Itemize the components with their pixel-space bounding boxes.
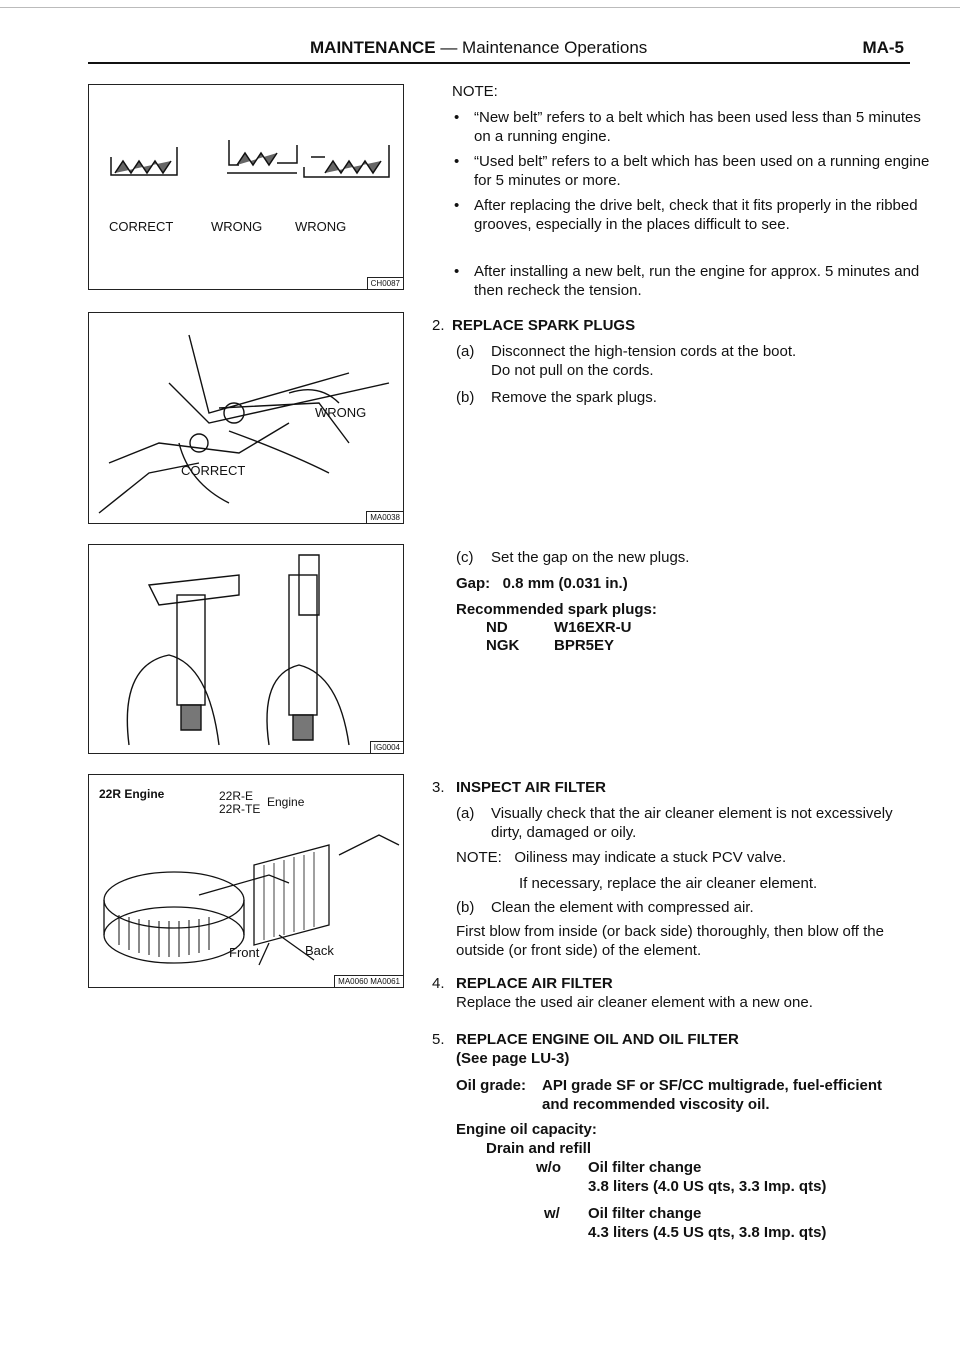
page-title: MAINTENANCE — Maintenance Operations (310, 38, 648, 57)
w-filter-value: 4.3 liters (4.5 US qts, 3.8 Imp. qts) (588, 1224, 827, 1241)
oil-capacity-label: Engine oil capacity: (456, 1121, 597, 1138)
wo-filter-title: Oil filter change (588, 1159, 702, 1176)
wo-filter-value: 3.8 liters (4.0 US qts, 3.3 Imp. qts) (588, 1178, 827, 1195)
blow-instruction: First blow from inside (or back side) thoroughly, then blow off the outside (or front side) of the element. (456, 923, 884, 959)
label-wrong: WRONG (315, 405, 367, 420)
recommended-plugs: Recommended spark plugs: (456, 601, 657, 618)
step-marker: (a) (456, 805, 475, 822)
note-bullet: • After installing a new belt, run the engine for approx. 5 minutes and then recheck the tension. (454, 262, 934, 300)
plug-ngk-brand: NGK (486, 637, 520, 654)
step-marker: (b) (456, 899, 475, 916)
wo-filter: w/o (536, 1159, 561, 1176)
section-title: REPLACE ENGINE OIL AND OIL FILTER (456, 1031, 739, 1048)
figure-code: MA0060 MA0061 (334, 975, 403, 987)
plug-ngk-part: BPR5EY (554, 637, 615, 654)
step-marker: (b) (456, 389, 475, 406)
cord-removal-figure (88, 312, 404, 524)
step-text: Clean the element with compressed air. (491, 899, 754, 916)
step-b (456, 388, 896, 407)
step-marker: (a) (456, 343, 475, 360)
section-title: REPLACE SPARK PLUGS (452, 317, 636, 334)
step-text: Do not pull on the cords. (491, 362, 654, 379)
section-text: Replace the used air cleaner element with a new one. (456, 994, 813, 1011)
plug-gap-figure (88, 544, 404, 754)
step-b (456, 898, 896, 917)
label-correct: CORRECT (181, 463, 246, 478)
note-heading: NOTE: (452, 83, 498, 100)
air-note: NOTE: Oiliness may indicate a stuck PCV valve. (456, 849, 787, 866)
section-title: INSPECT AIR FILTER (456, 779, 606, 796)
label-wrong-1: WRONG (211, 219, 263, 234)
label-22r-e: 22R-E (219, 789, 254, 803)
section-number: 2. (432, 317, 445, 334)
page-number: MA-5 (862, 38, 904, 57)
content-column (424, 0, 930, 1356)
note-bullet: • “New belt” refers to a belt which has been used less than 5 minutes on a running engine. (454, 108, 934, 146)
oil-grade-label: Oil grade: (456, 1077, 527, 1094)
w-filter: w/ (544, 1205, 560, 1222)
step-marker: (c) (456, 549, 474, 566)
oil-grade-value: API grade SF or SF/CC multigrade, fuel-efficient (542, 1077, 883, 1094)
figure-code: CH0087 (367, 277, 403, 289)
section-title: REPLACE AIR FILTER (456, 975, 613, 992)
step-text: Disconnect the high-tension cords at the boot. (491, 343, 797, 360)
step-text: Set the gap on the new plugs. (491, 549, 690, 566)
figure-code: IG0004 (370, 741, 403, 753)
label-engine: Engine (267, 795, 305, 809)
label-correct: CORRECT (109, 219, 174, 234)
plug-nd-part: W16EXR-U (554, 619, 632, 636)
section-number: 5. (432, 1031, 445, 1048)
figure-code: MA0038 (366, 511, 403, 523)
label-22r-engine: 22R Engine (99, 787, 165, 801)
step-c (456, 548, 896, 567)
section-page-ref: (See page LU-3) (456, 1050, 570, 1067)
step-a (456, 804, 916, 842)
belt-fit-figure (88, 84, 404, 290)
belt-profile-illustration (89, 85, 403, 289)
section-number: 4. (432, 975, 445, 992)
label-front: Front (229, 945, 260, 960)
plug-nd-brand: ND (486, 619, 508, 636)
gap-spec: Gap: 0.8 mm (0.031 in.) (456, 575, 628, 592)
drain-refill: Drain and refill (486, 1140, 592, 1157)
step-text: Visually check that the air cleaner element is not excessively dirty, damaged or oily. (491, 805, 893, 841)
air-filter-figure (88, 774, 404, 988)
section-number: 3. (432, 779, 445, 796)
oil-grade-value-2: and recommended viscosity oil. (542, 1096, 770, 1113)
w-filter-title: Oil filter change (588, 1205, 702, 1222)
plug-gap-illustration (89, 545, 403, 753)
label-wrong-2: WRONG (295, 219, 347, 234)
step-a (456, 342, 896, 380)
note-bullet: • “Used belt” refers to a belt which has been used on a running engine for 5 minutes or more. (454, 152, 934, 190)
label-back: Back (305, 943, 334, 958)
step-text: Remove the spark plugs. (491, 389, 657, 406)
label-22r-te: 22R-TE (219, 802, 261, 816)
note-bullet: • After replacing the drive belt, check that it fits properly in the ribbed grooves, especially in the places difficult to see. (454, 196, 934, 234)
air-note-2: If necessary, replace the air cleaner element. (519, 875, 818, 892)
